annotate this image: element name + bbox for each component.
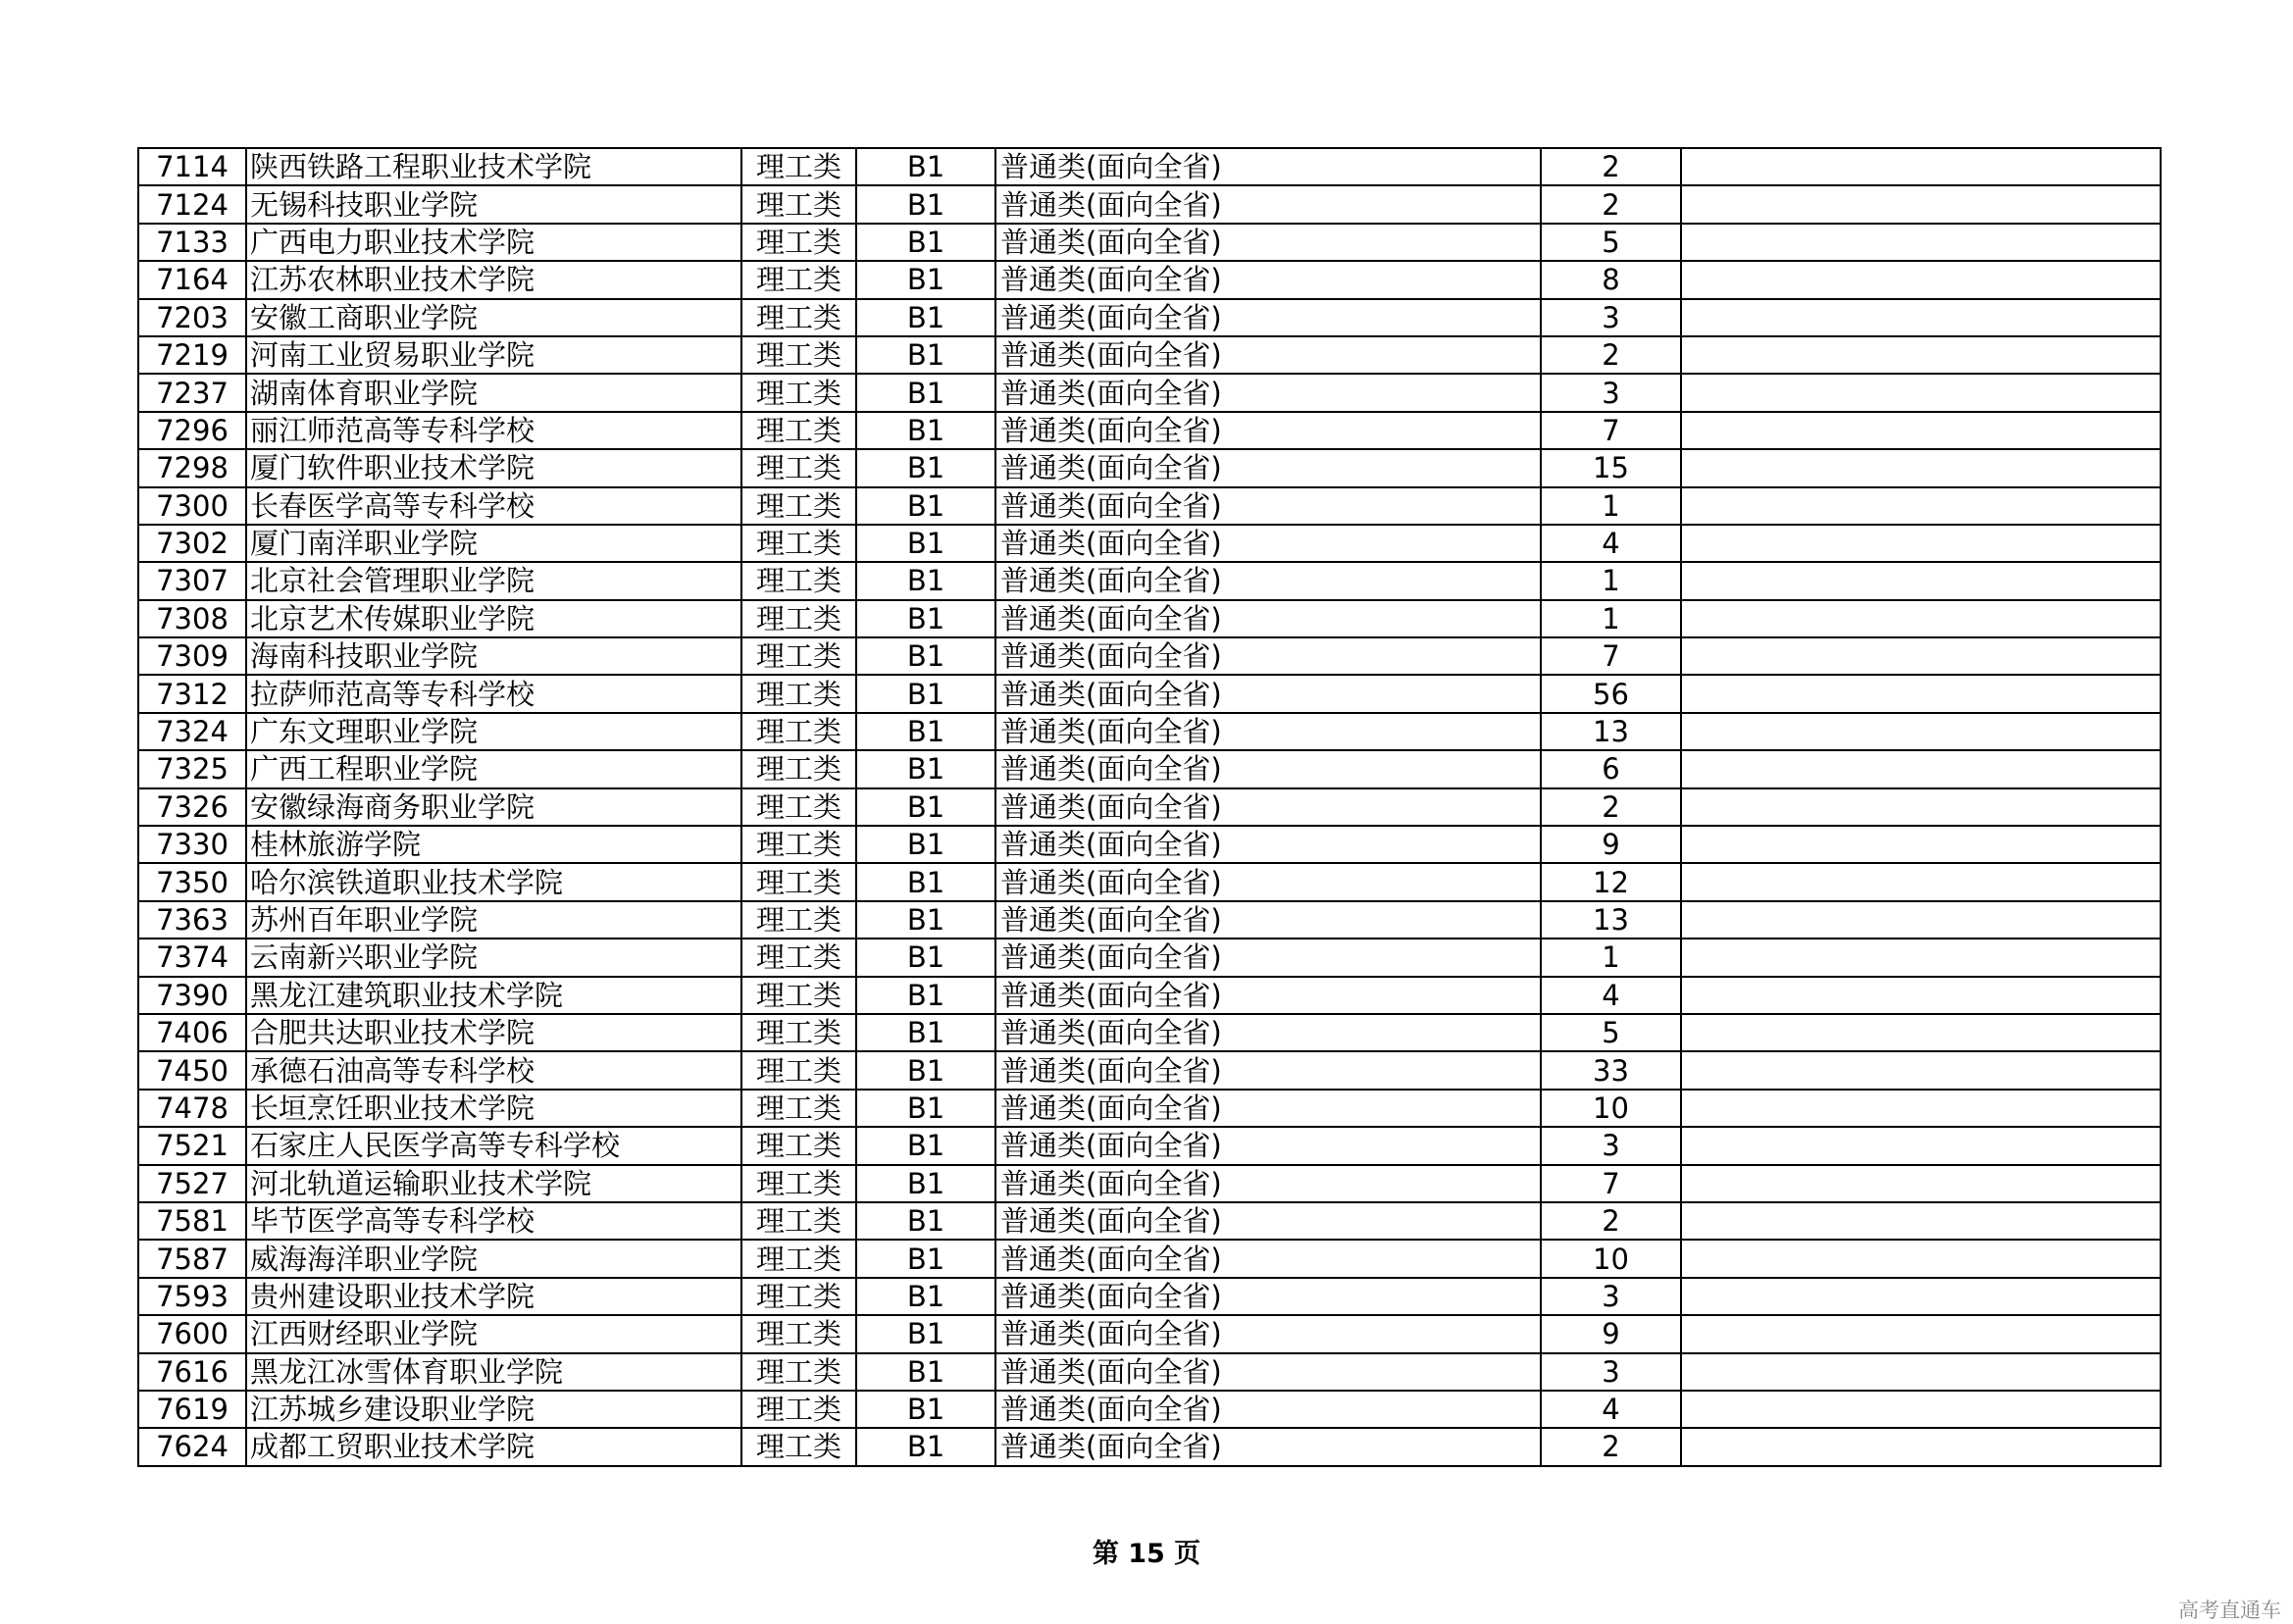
category-cell: 理工类 <box>741 525 856 562</box>
batch-cell: B1 <box>856 1090 995 1127</box>
note-cell <box>1681 1391 2161 1428</box>
plan-count-cell: 10 <box>1541 1090 1681 1127</box>
plan-type-cell: 普通类(面向全省) <box>995 224 1541 261</box>
category-cell: 理工类 <box>741 148 856 185</box>
table-row <box>138 1240 2161 1277</box>
category-cell: 理工类 <box>741 977 856 1014</box>
plan-count-cell: 1 <box>1541 487 1681 525</box>
table-body <box>138 148 2161 1466</box>
plan-type-cell: 普通类(面向全省) <box>995 261 1541 298</box>
batch-cell: B1 <box>856 148 995 185</box>
note-cell <box>1681 977 2161 1014</box>
school-code-cell: 7237 <box>138 374 246 411</box>
table-row <box>138 939 2161 976</box>
table-row <box>138 1278 2161 1315</box>
table-row <box>138 600 2161 637</box>
school-code-cell: 7124 <box>138 185 246 223</box>
plan-count-cell: 5 <box>1541 1014 1681 1051</box>
watermark: 高考直通车 <box>2178 1599 2281 1622</box>
school-code-cell: 7593 <box>138 1278 246 1315</box>
batch-cell: B1 <box>856 299 995 336</box>
batch-cell: B1 <box>856 1428 995 1465</box>
plan-count-cell: 7 <box>1541 637 1681 675</box>
plan-type-cell: 普通类(面向全省) <box>995 449 1541 486</box>
batch-cell: B1 <box>856 185 995 223</box>
table-row <box>138 1090 2161 1127</box>
plan-type-cell: 普通类(面向全省) <box>995 1353 1541 1391</box>
plan-type-cell: 普通类(面向全省) <box>995 1278 1541 1315</box>
plan-count-cell: 2 <box>1541 1202 1681 1240</box>
category-cell: 理工类 <box>741 487 856 525</box>
school-name-cell: 江西财经职业学院 <box>246 1315 741 1352</box>
plan-type-cell: 普通类(面向全省) <box>995 788 1541 826</box>
plan-type-cell: 普通类(面向全省) <box>995 863 1541 900</box>
note-cell <box>1681 1278 2161 1315</box>
school-name-cell: 广西电力职业技术学院 <box>246 224 741 261</box>
batch-cell: B1 <box>856 863 995 900</box>
school-code-cell: 7390 <box>138 977 246 1014</box>
table-row <box>138 1202 2161 1240</box>
note-cell <box>1681 449 2161 486</box>
note-cell <box>1681 1428 2161 1465</box>
school-name-cell: 哈尔滨铁道职业技术学院 <box>246 863 741 900</box>
school-name-cell: 苏州百年职业学院 <box>246 901 741 939</box>
plan-count-cell: 15 <box>1541 449 1681 486</box>
school-code-cell: 7203 <box>138 299 246 336</box>
batch-cell: B1 <box>856 374 995 411</box>
plan-count-cell: 4 <box>1541 977 1681 1014</box>
category-cell: 理工类 <box>741 374 856 411</box>
school-code-cell: 7325 <box>138 750 246 787</box>
category-cell: 理工类 <box>741 1127 856 1164</box>
school-code-cell: 7326 <box>138 788 246 826</box>
batch-cell: B1 <box>856 224 995 261</box>
table-row <box>138 1051 2161 1089</box>
note-cell <box>1681 713 2161 750</box>
note-cell <box>1681 637 2161 675</box>
school-code-cell: 7350 <box>138 863 246 900</box>
plan-type-cell: 普通类(面向全省) <box>995 1315 1541 1352</box>
school-name-cell: 石家庄人民医学高等专科学校 <box>246 1127 741 1164</box>
category-cell: 理工类 <box>741 675 856 712</box>
category-cell: 理工类 <box>741 600 856 637</box>
batch-cell: B1 <box>856 901 995 939</box>
category-cell: 理工类 <box>741 1315 856 1352</box>
note-cell <box>1681 1202 2161 1240</box>
school-name-cell: 安徽绿海商务职业学院 <box>246 788 741 826</box>
table-row <box>138 713 2161 750</box>
plan-count-cell: 8 <box>1541 261 1681 298</box>
table-row <box>138 901 2161 939</box>
plan-type-cell: 普通类(面向全省) <box>995 939 1541 976</box>
school-name-cell: 丽江师范高等专科学校 <box>246 412 741 449</box>
school-code-cell: 7219 <box>138 336 246 374</box>
school-name-cell: 黑龙江建筑职业技术学院 <box>246 977 741 1014</box>
plan-count-cell: 7 <box>1541 412 1681 449</box>
batch-cell: B1 <box>856 1315 995 1352</box>
category-cell: 理工类 <box>741 1202 856 1240</box>
plan-count-cell: 9 <box>1541 1315 1681 1352</box>
school-code-cell: 7300 <box>138 487 246 525</box>
category-cell: 理工类 <box>741 863 856 900</box>
plan-count-cell: 3 <box>1541 1278 1681 1315</box>
school-code-cell: 7363 <box>138 901 246 939</box>
school-code-cell: 7308 <box>138 600 246 637</box>
school-code-cell: 7114 <box>138 148 246 185</box>
plan-type-cell: 普通类(面向全省) <box>995 299 1541 336</box>
batch-cell: B1 <box>856 336 995 374</box>
school-name-cell: 长垣烹饪职业技术学院 <box>246 1090 741 1127</box>
table-row <box>138 637 2161 675</box>
table-row <box>138 261 2161 298</box>
school-code-cell: 7307 <box>138 562 246 599</box>
table-row <box>138 562 2161 599</box>
category-cell: 理工类 <box>741 261 856 298</box>
plan-count-cell: 2 <box>1541 185 1681 223</box>
batch-cell: B1 <box>856 600 995 637</box>
table-row <box>138 374 2161 411</box>
note-cell <box>1681 224 2161 261</box>
table-row <box>138 224 2161 261</box>
plan-count-cell: 2 <box>1541 1428 1681 1465</box>
batch-cell: B1 <box>856 1014 995 1051</box>
plan-count-cell: 5 <box>1541 224 1681 261</box>
category-cell: 理工类 <box>741 637 856 675</box>
note-cell <box>1681 901 2161 939</box>
plan-type-cell: 普通类(面向全省) <box>995 637 1541 675</box>
table-row <box>138 1353 2161 1391</box>
plan-count-cell: 4 <box>1541 525 1681 562</box>
plan-count-cell: 2 <box>1541 336 1681 374</box>
note-cell <box>1681 374 2161 411</box>
school-name-cell: 北京艺术传媒职业学院 <box>246 600 741 637</box>
note-cell <box>1681 600 2161 637</box>
school-name-cell: 黑龙江冰雪体育职业学院 <box>246 1353 741 1391</box>
batch-cell: B1 <box>856 977 995 1014</box>
school-code-cell: 7302 <box>138 525 246 562</box>
table-row <box>138 449 2161 486</box>
plan-count-cell: 12 <box>1541 863 1681 900</box>
category-cell: 理工类 <box>741 901 856 939</box>
table-row <box>138 412 2161 449</box>
school-code-cell: 7298 <box>138 449 246 486</box>
plan-type-cell: 普通类(面向全省) <box>995 1428 1541 1465</box>
school-code-cell: 7164 <box>138 261 246 298</box>
note-cell <box>1681 412 2161 449</box>
school-name-cell: 无锡科技职业学院 <box>246 185 741 223</box>
note-cell <box>1681 675 2161 712</box>
note-cell <box>1681 826 2161 863</box>
category-cell: 理工类 <box>741 788 856 826</box>
note-cell <box>1681 185 2161 223</box>
table-row <box>138 525 2161 562</box>
school-name-cell: 安徽工商职业学院 <box>246 299 741 336</box>
plan-type-cell: 普通类(面向全省) <box>995 336 1541 374</box>
school-name-cell: 江苏城乡建设职业学院 <box>246 1391 741 1428</box>
table-row <box>138 336 2161 374</box>
school-code-cell: 7450 <box>138 1051 246 1089</box>
batch-cell: B1 <box>856 788 995 826</box>
school-name-cell: 陕西铁路工程职业技术学院 <box>246 148 741 185</box>
plan-type-cell: 普通类(面向全省) <box>995 1391 1541 1428</box>
category-cell: 理工类 <box>741 750 856 787</box>
plan-type-cell: 普通类(面向全省) <box>995 1090 1541 1127</box>
note-cell <box>1681 1051 2161 1089</box>
school-name-cell: 河南工业贸易职业学院 <box>246 336 741 374</box>
plan-type-cell: 普通类(面向全省) <box>995 1014 1541 1051</box>
batch-cell: B1 <box>856 1127 995 1164</box>
note-cell <box>1681 788 2161 826</box>
batch-cell: B1 <box>856 261 995 298</box>
plan-type-cell: 普通类(面向全省) <box>995 713 1541 750</box>
batch-cell: B1 <box>856 1353 995 1391</box>
category-cell: 理工类 <box>741 1391 856 1428</box>
plan-count-cell: 2 <box>1541 788 1681 826</box>
school-name-cell: 河北轨道运输职业技术学院 <box>246 1165 741 1202</box>
batch-cell: B1 <box>856 750 995 787</box>
table-row <box>138 750 2161 787</box>
school-code-cell: 7133 <box>138 224 246 261</box>
table-row <box>138 977 2161 1014</box>
note-cell <box>1681 487 2161 525</box>
school-name-cell: 湖南体育职业学院 <box>246 374 741 411</box>
school-code-cell: 7527 <box>138 1165 246 1202</box>
plan-count-cell: 2 <box>1541 148 1681 185</box>
plan-type-cell: 普通类(面向全省) <box>995 901 1541 939</box>
plan-type-cell: 普通类(面向全省) <box>995 1240 1541 1277</box>
table-row <box>138 826 2161 863</box>
plan-type-cell: 普通类(面向全省) <box>995 1202 1541 1240</box>
table-row <box>138 185 2161 223</box>
plan-count-cell: 3 <box>1541 299 1681 336</box>
batch-cell: B1 <box>856 939 995 976</box>
plan-type-cell: 普通类(面向全省) <box>995 562 1541 599</box>
batch-cell: B1 <box>856 1165 995 1202</box>
category-cell: 理工类 <box>741 1428 856 1465</box>
school-code-cell: 7296 <box>138 412 246 449</box>
plan-type-cell: 普通类(面向全省) <box>995 600 1541 637</box>
table-row <box>138 487 2161 525</box>
plan-count-cell: 56 <box>1541 675 1681 712</box>
school-name-cell: 广西工程职业学院 <box>246 750 741 787</box>
plan-type-cell: 普通类(面向全省) <box>995 675 1541 712</box>
plan-count-cell: 3 <box>1541 1127 1681 1164</box>
batch-cell: B1 <box>856 826 995 863</box>
batch-cell: B1 <box>856 449 995 486</box>
table-row <box>138 299 2161 336</box>
page-number: 第 15 页 <box>1092 1539 1201 1569</box>
plan-type-cell: 普通类(面向全省) <box>995 374 1541 411</box>
category-cell: 理工类 <box>741 1090 856 1127</box>
note-cell <box>1681 299 2161 336</box>
plan-count-cell: 1 <box>1541 600 1681 637</box>
plan-type-cell: 普通类(面向全省) <box>995 750 1541 787</box>
batch-cell: B1 <box>856 562 995 599</box>
note-cell <box>1681 863 2161 900</box>
category-cell: 理工类 <box>741 412 856 449</box>
plan-type-cell: 普通类(面向全省) <box>995 1051 1541 1089</box>
school-name-cell: 海南科技职业学院 <box>246 637 741 675</box>
plan-count-cell: 10 <box>1541 1240 1681 1277</box>
note-cell <box>1681 1127 2161 1164</box>
table-row <box>138 148 2161 185</box>
plan-count-cell: 9 <box>1541 826 1681 863</box>
table-row <box>138 863 2161 900</box>
category-cell: 理工类 <box>741 1278 856 1315</box>
note-cell <box>1681 1315 2161 1352</box>
school-code-cell: 7406 <box>138 1014 246 1051</box>
plan-count-cell: 13 <box>1541 713 1681 750</box>
table-row <box>138 1428 2161 1465</box>
table-row <box>138 1127 2161 1164</box>
plan-count-cell: 1 <box>1541 939 1681 976</box>
batch-cell: B1 <box>856 487 995 525</box>
category-cell: 理工类 <box>741 336 856 374</box>
plan-count-cell: 33 <box>1541 1051 1681 1089</box>
school-code-cell: 7312 <box>138 675 246 712</box>
plan-count-cell: 4 <box>1541 1391 1681 1428</box>
plan-count-cell: 3 <box>1541 1353 1681 1391</box>
note-cell <box>1681 1240 2161 1277</box>
table-row <box>138 788 2161 826</box>
school-name-cell: 广东文理职业学院 <box>246 713 741 750</box>
plan-count-cell: 13 <box>1541 901 1681 939</box>
school-code-cell: 7309 <box>138 637 246 675</box>
school-code-cell: 7330 <box>138 826 246 863</box>
table-row <box>138 1315 2161 1352</box>
batch-cell: B1 <box>856 525 995 562</box>
plan-type-cell: 普通类(面向全省) <box>995 148 1541 185</box>
category-cell: 理工类 <box>741 1165 856 1202</box>
category-cell: 理工类 <box>741 449 856 486</box>
school-code-cell: 7619 <box>138 1391 246 1428</box>
batch-cell: B1 <box>856 1202 995 1240</box>
plan-type-cell: 普通类(面向全省) <box>995 826 1541 863</box>
plan-type-cell: 普通类(面向全省) <box>995 185 1541 223</box>
category-cell: 理工类 <box>741 1353 856 1391</box>
batch-cell: B1 <box>856 1278 995 1315</box>
school-name-cell: 毕节医学高等专科学校 <box>246 1202 741 1240</box>
note-cell <box>1681 148 2161 185</box>
school-code-cell: 7324 <box>138 713 246 750</box>
plan-type-cell: 普通类(面向全省) <box>995 1165 1541 1202</box>
school-name-cell: 桂林旅游学院 <box>246 826 741 863</box>
table-row <box>138 675 2161 712</box>
note-cell <box>1681 336 2161 374</box>
note-cell <box>1681 1090 2161 1127</box>
category-cell: 理工类 <box>741 562 856 599</box>
plan-count-cell: 1 <box>1541 562 1681 599</box>
plan-type-cell: 普通类(面向全省) <box>995 1127 1541 1164</box>
note-cell <box>1681 939 2161 976</box>
school-code-cell: 7600 <box>138 1315 246 1352</box>
table-row <box>138 1014 2161 1051</box>
school-name-cell: 成都工贸职业技术学院 <box>246 1428 741 1465</box>
school-code-cell: 7624 <box>138 1428 246 1465</box>
note-cell <box>1681 1353 2161 1391</box>
plan-count-cell: 7 <box>1541 1165 1681 1202</box>
school-code-cell: 7478 <box>138 1090 246 1127</box>
note-cell <box>1681 1014 2161 1051</box>
batch-cell: B1 <box>856 412 995 449</box>
note-cell <box>1681 525 2161 562</box>
batch-cell: B1 <box>856 1240 995 1277</box>
school-name-cell: 长春医学高等专科学校 <box>246 487 741 525</box>
batch-cell: B1 <box>856 675 995 712</box>
category-cell: 理工类 <box>741 939 856 976</box>
school-code-cell: 7374 <box>138 939 246 976</box>
school-name-cell: 江苏农林职业技术学院 <box>246 261 741 298</box>
category-cell: 理工类 <box>741 826 856 863</box>
school-name-cell: 云南新兴职业学院 <box>246 939 741 976</box>
plan-count-cell: 3 <box>1541 374 1681 411</box>
table-row <box>138 1391 2161 1428</box>
enrollment-plan-table <box>137 147 2162 1467</box>
category-cell: 理工类 <box>741 1014 856 1051</box>
school-name-cell: 厦门软件职业技术学院 <box>246 449 741 486</box>
category-cell: 理工类 <box>741 224 856 261</box>
plan-type-cell: 普通类(面向全省) <box>995 487 1541 525</box>
category-cell: 理工类 <box>741 713 856 750</box>
batch-cell: B1 <box>856 637 995 675</box>
batch-cell: B1 <box>856 1051 995 1089</box>
note-cell <box>1681 562 2161 599</box>
school-name-cell: 厦门南洋职业学院 <box>246 525 741 562</box>
school-name-cell: 合肥共达职业技术学院 <box>246 1014 741 1051</box>
category-cell: 理工类 <box>741 185 856 223</box>
school-code-cell: 7581 <box>138 1202 246 1240</box>
plan-type-cell: 普通类(面向全省) <box>995 525 1541 562</box>
school-name-cell: 拉萨师范高等专科学校 <box>246 675 741 712</box>
plan-count-cell: 6 <box>1541 750 1681 787</box>
plan-type-cell: 普通类(面向全省) <box>995 412 1541 449</box>
school-code-cell: 7521 <box>138 1127 246 1164</box>
school-code-cell: 7587 <box>138 1240 246 1277</box>
school-name-cell: 北京社会管理职业学院 <box>246 562 741 599</box>
category-cell: 理工类 <box>741 299 856 336</box>
plan-type-cell: 普通类(面向全省) <box>995 977 1541 1014</box>
school-code-cell: 7616 <box>138 1353 246 1391</box>
note-cell <box>1681 261 2161 298</box>
batch-cell: B1 <box>856 713 995 750</box>
note-cell <box>1681 750 2161 787</box>
school-name-cell: 承德石油高等专科学校 <box>246 1051 741 1089</box>
note-cell <box>1681 1165 2161 1202</box>
table-row <box>138 1165 2161 1202</box>
batch-cell: B1 <box>856 1391 995 1428</box>
school-name-cell: 威海海洋职业学院 <box>246 1240 741 1277</box>
category-cell: 理工类 <box>741 1240 856 1277</box>
category-cell: 理工类 <box>741 1051 856 1089</box>
school-name-cell: 贵州建设职业技术学院 <box>246 1278 741 1315</box>
